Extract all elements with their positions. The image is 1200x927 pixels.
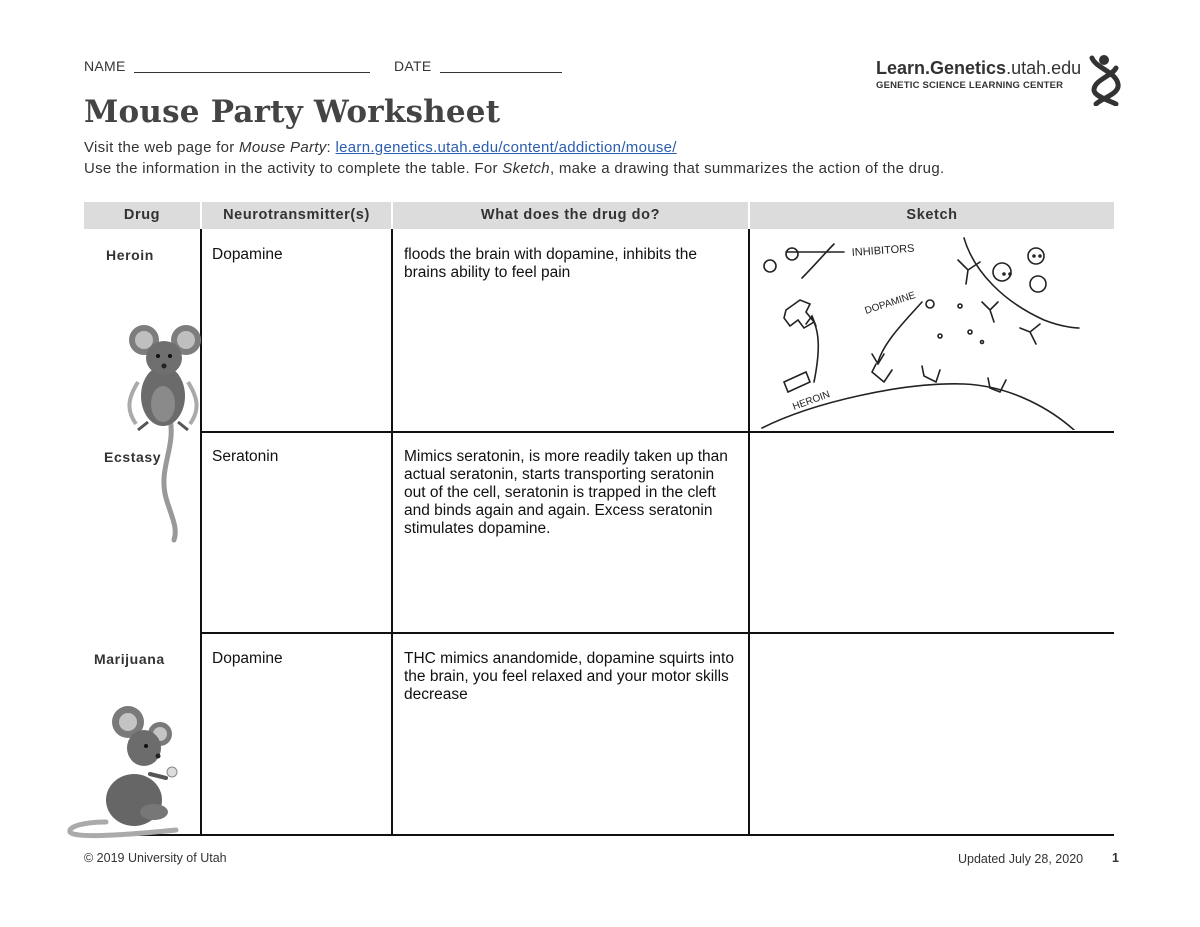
sketch-cell-marijuana[interactable] (750, 634, 1114, 834)
col-header-drug: Drug (84, 202, 200, 229)
dna-logo-icon (1086, 54, 1124, 106)
sketch-cell-ecstasy[interactable] (750, 433, 1114, 632)
neurotransmitter-marijuana[interactable]: Dopamine (212, 650, 283, 667)
neurotransmitter-heroin[interactable]: Dopamine (212, 246, 283, 263)
sketch-label-inhibitors: INHIBITORS (851, 242, 915, 259)
updated-date: Updated July 28, 2020 (958, 852, 1084, 866)
sketch-label-dopamine: DOPAMINE (863, 290, 917, 317)
date-field-line[interactable] (440, 72, 562, 73)
logo-subtitle: GENETIC SCIENCE LEARNING CENTER (876, 80, 1064, 91)
neurotransmitter-ecstasy[interactable]: Seratonin (212, 448, 279, 465)
drug-name-heroin: Heroin (106, 247, 154, 263)
logo (876, 58, 1086, 91)
instructions-line: Use the information in the activity to complete the table. For Sketch, make a drawing that summarizes the action of the drug. (84, 160, 945, 177)
col-header-action: What does the drug do? (393, 202, 748, 229)
copyright: © 2019 University of Utah (84, 851, 227, 865)
name-label: NAME (84, 58, 126, 74)
col-header-neurotransmitter: Neurotransmitter(s) (202, 202, 391, 229)
visit-line: Visit the web page for Mouse Party: learn.genetics.utah.edu/content/addiction/mouse/ (84, 139, 677, 156)
table-bottom-rule (84, 834, 1114, 836)
action-marijuana[interactable]: THC mimics anandomide, dopamine squirts into the brain, you feel relaxed and your motor skills decrease (404, 650, 734, 703)
col-header-sketch: Sketch (750, 202, 1114, 229)
name-field-line[interactable] (134, 72, 370, 73)
mouse-party-link[interactable]: learn.genetics.utah.edu/content/addiction/mouse/ (335, 139, 677, 156)
heroin-sketch (754, 232, 1110, 430)
logo-text: Learn.Genetics.utah.edu (876, 58, 1082, 78)
drug-name-ecstasy: Ecstasy (104, 449, 162, 465)
action-heroin[interactable]: floods the brain with dopamine, inhibits the brains ability to feel pain (404, 246, 697, 281)
sketch-label-heroin: HEROIN (791, 389, 832, 413)
marijuana-mouse-illustration (66, 704, 196, 844)
drug-name-marijuana: Marijuana (94, 651, 165, 667)
table-divider (391, 229, 393, 836)
page-number: 1 (1112, 851, 1119, 865)
page-title: Mouse Party Worksheet (84, 94, 501, 130)
heroin-mouse-illustration (118, 318, 208, 544)
action-ecstasy[interactable]: Mimics seratonin, is more readily taken up than actual seratonin, starts transporting seratonin out of the cell, seratonin is trapped in the cleft and binds again and again. Excess seratonin stimulates dopamine. (404, 448, 728, 537)
date-label: DATE (394, 58, 432, 74)
